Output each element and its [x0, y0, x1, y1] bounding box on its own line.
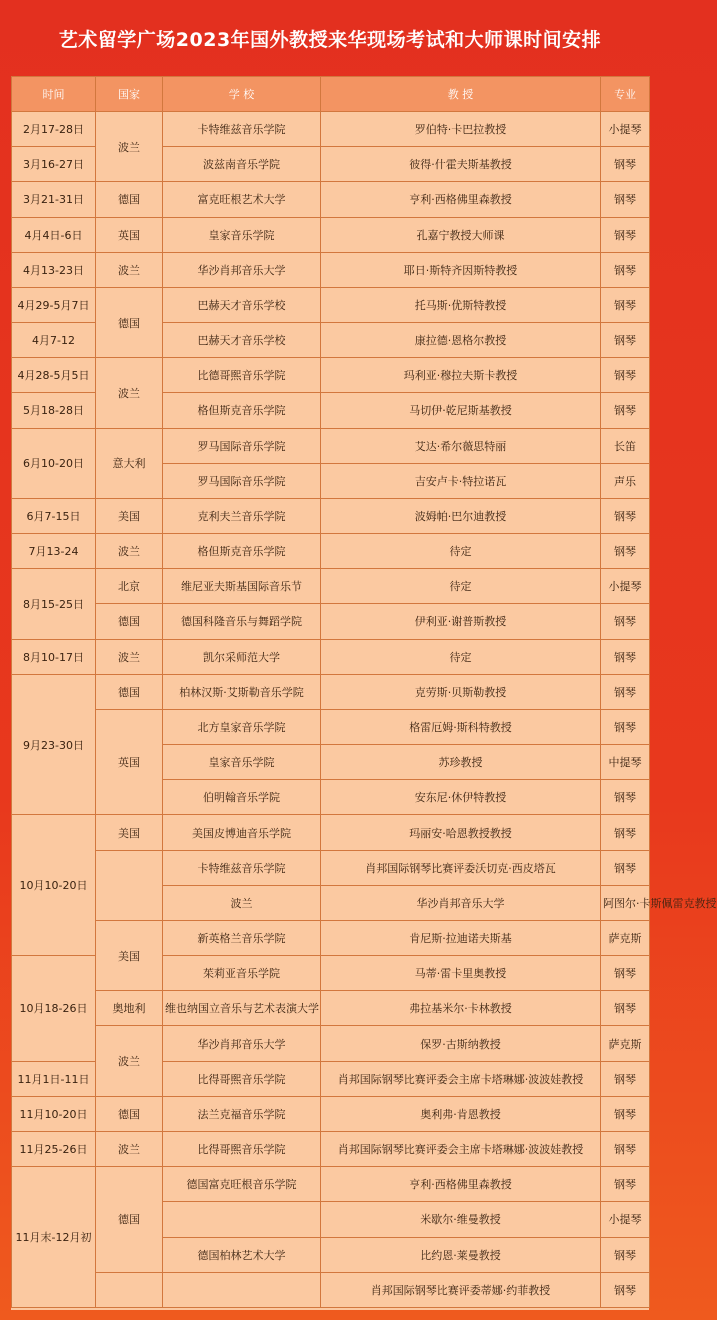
table-cell: 美国 [96, 815, 163, 850]
table-cell: 苏珍教授 [321, 745, 601, 780]
table-cell: 钢琴 [601, 709, 650, 744]
table-row [12, 674, 650, 709]
table-cell: 德国富克旺根音乐学院 [163, 1167, 321, 1202]
table-cell: 彼得·什霍夫斯基教授 [321, 147, 601, 182]
table-row [12, 569, 650, 604]
table-cell: 美国皮博迪音乐学院 [163, 815, 321, 850]
table-cell: 4月7-12 [12, 323, 96, 358]
header-school: 学 校 [163, 77, 321, 112]
table-cell: 维也纳国立音乐与艺术表演大学 [163, 991, 321, 1026]
table-cell: 波兰 [96, 112, 163, 182]
table-cell: 伯明翰音乐学院 [163, 780, 321, 815]
table-cell: 皇家音乐学院 [163, 217, 321, 252]
table-cell: 7月13-24 [12, 534, 96, 569]
table-cell: 美国 [96, 498, 163, 533]
schedule-sheet [11, 76, 717, 1310]
table-cell: 11月10-20日 [12, 1096, 96, 1131]
table-cell: 马蒂·雷卡里奥教授 [321, 956, 601, 991]
table-row [12, 112, 650, 147]
table-cell: 小提琴 [601, 1202, 650, 1237]
table-header-row [12, 77, 650, 112]
table-cell: 4月29-5月7日 [12, 287, 96, 322]
table-cell: 奥利弗·肯恩教授 [321, 1096, 601, 1131]
table-row [12, 604, 650, 639]
table-cell: 钢琴 [601, 815, 650, 850]
table-cell: 北方皇家音乐学院 [163, 709, 321, 744]
table-cell: 英国 [96, 709, 163, 815]
table-cell: 康拉德·恩格尔教授 [321, 323, 601, 358]
table-cell: 吉安卢卡·特拉诺瓦 [321, 463, 601, 498]
table-cell: 新英格兰音乐学院 [163, 920, 321, 955]
table-row [12, 358, 650, 393]
table-cell: 11月末-12月初 [12, 1167, 96, 1308]
table-cell: 格雷厄姆·斯科特教授 [321, 709, 601, 744]
table-cell: 钢琴 [601, 1272, 650, 1307]
table-cell: 德国柏林艺术大学 [163, 1237, 321, 1272]
table-cell: 耶日·斯特齐因斯特教授 [321, 252, 601, 287]
table-cell: 钢琴 [601, 1237, 650, 1272]
table-cell [163, 1272, 321, 1307]
table-cell: 8月15-25日 [12, 569, 96, 639]
table-cell: 克劳斯·贝斯勒教授 [321, 674, 601, 709]
table-row [12, 639, 650, 674]
table-cell: 声乐 [601, 463, 650, 498]
table-cell: 待定 [321, 534, 601, 569]
table-cell: 钢琴 [601, 287, 650, 322]
table-cell: 萨克斯 [601, 1026, 650, 1061]
table-cell: 马切伊·乾尼斯基教授 [321, 393, 601, 428]
table-cell: 安东尼·休伊特教授 [321, 780, 601, 815]
table-cell: 维尼亚夫斯基国际音乐节 [163, 569, 321, 604]
table-cell: 4月28-5月5日 [12, 358, 96, 393]
table-cell: 肖邦国际钢琴比赛评委沃切克·西皮塔瓦 [321, 850, 601, 885]
table-cell: 9月23-30日 [12, 674, 96, 815]
table-cell: 钢琴 [601, 217, 650, 252]
table-cell [96, 850, 163, 920]
table-cell: 4月13-23日 [12, 252, 96, 287]
table-row [12, 920, 650, 955]
table-cell: 钢琴 [601, 534, 650, 569]
table-row [12, 815, 650, 850]
table-row [12, 534, 650, 569]
table-cell: 意大利 [96, 428, 163, 498]
table-cell: 比得哥煕音乐学院 [163, 1061, 321, 1096]
table-cell: 亨利·西格佛里森教授 [321, 182, 601, 217]
table-cell: 波兰 [96, 639, 163, 674]
table-cell: 钢琴 [601, 674, 650, 709]
table-cell: 波兰 [96, 358, 163, 428]
table-row [12, 1167, 650, 1202]
table-cell: 美国 [96, 920, 163, 990]
table-cell: 伊利亚·谢普斯教授 [321, 604, 601, 639]
table-cell: 待定 [321, 569, 601, 604]
table-cell: 待定 [321, 639, 601, 674]
table-row [12, 428, 650, 463]
table-cell: 波兰 [96, 1131, 163, 1166]
table-cell: 德国 [96, 604, 163, 639]
table-cell: 11月1日-11日 [12, 1061, 96, 1096]
table-cell: 钢琴 [601, 1131, 650, 1166]
table-cell: 亨利·西格佛里森教授 [321, 1167, 601, 1202]
table-cell: 罗伯特·卡巴拉教授 [321, 112, 601, 147]
table-cell: 肖邦国际钢琴比赛评委会主席卡塔琳娜·波波娃教授 [321, 1131, 601, 1166]
table-cell: 5月18-28日 [12, 393, 96, 428]
table-cell: 波姆帕·巴尔迪教授 [321, 498, 601, 533]
table-cell: 钢琴 [601, 1096, 650, 1131]
table-cell: 卡特维兹音乐学院 [163, 112, 321, 147]
schedule-table [11, 76, 717, 1308]
table-cell: 波兹南音乐学院 [163, 147, 321, 182]
table-cell: 格但斯克音乐学院 [163, 393, 321, 428]
table-cell: 10月10-20日 [12, 815, 96, 956]
table-cell: 波兰 [96, 252, 163, 287]
table-cell: 波兰 [96, 534, 163, 569]
table-cell: 中提琴 [601, 745, 650, 780]
table-cell: 德国 [96, 287, 163, 357]
header-country: 国家 [96, 77, 163, 112]
table-cell [96, 1272, 163, 1307]
table-row [12, 498, 650, 533]
table-cell: 小提琴 [601, 569, 650, 604]
table-cell: 托马斯·优斯特教授 [321, 287, 601, 322]
table-cell: 皇家音乐学院 [163, 745, 321, 780]
table-row [12, 217, 650, 252]
table-cell: 肯尼斯·拉迪诺夫斯基 [321, 920, 601, 955]
table-cell: 柏林汉斯·艾斯勒音乐学院 [163, 674, 321, 709]
table-cell: 德国 [96, 674, 163, 709]
table-cell: 奥地利 [96, 991, 163, 1026]
table-cell: 茱莉亚音乐学院 [163, 956, 321, 991]
table-cell: 德国 [96, 182, 163, 217]
table-cell: 比约恩·莱曼教授 [321, 1237, 601, 1272]
table-row [12, 1096, 650, 1131]
table-cell: 钢琴 [601, 956, 650, 991]
table-cell: 德国 [96, 1096, 163, 1131]
table-row [12, 182, 650, 217]
table-cell: 米歇尔·维曼教授 [321, 1202, 601, 1237]
page-title: 艺术留学广场2023年国外教授来华现场考试和大师课时间安排 [58, 28, 602, 51]
table-cell: 钢琴 [601, 780, 650, 815]
table-cell: 10月18-26日 [12, 956, 96, 1062]
table-cell: 华沙肖邦音乐大学 [163, 1026, 321, 1061]
table-cell: 小提琴 [601, 112, 650, 147]
table-cell: 玛利亚·穆拉夫斯卡教授 [321, 358, 601, 393]
table-row [12, 287, 650, 322]
table-row [12, 991, 650, 1026]
table-cell [163, 1202, 321, 1237]
table-cell: 巴赫天才音乐学校 [163, 323, 321, 358]
table-cell: 卡特维兹音乐学院 [163, 850, 321, 885]
table-cell: 萨克斯 [601, 920, 650, 955]
table-cell: 孔嘉宁教授大师课 [321, 217, 601, 252]
table-cell: 富克旺根艺术大学 [163, 182, 321, 217]
table-cell: 阿图尔·卡斯佩雷克教授 [601, 885, 650, 920]
table-cell: 保罗·古斯纳教授 [321, 1026, 601, 1061]
table-cell: 罗马国际音乐学院 [163, 463, 321, 498]
table-cell: 3月21-31日 [12, 182, 96, 217]
table-cell: 6月10-20日 [12, 428, 96, 498]
table-cell: 钢琴 [601, 147, 650, 182]
table-cell: 11月25-26日 [12, 1131, 96, 1166]
table-cell: 克利夫兰音乐学院 [163, 498, 321, 533]
table-row [12, 850, 650, 885]
table-cell: 肖邦国际钢琴比赛评委蒂娜·约菲教授 [321, 1272, 601, 1307]
table-cell: 6月7-15日 [12, 498, 96, 533]
table-cell: 8月10-17日 [12, 639, 96, 674]
table-row [12, 709, 650, 744]
table-cell: 波兰 [163, 885, 321, 920]
table-cell: 德国科隆音乐与舞蹈学院 [163, 604, 321, 639]
table-cell: 波兰 [96, 1026, 163, 1096]
table-cell: 英国 [96, 217, 163, 252]
table-cell: 钢琴 [601, 850, 650, 885]
table-cell: 钢琴 [601, 639, 650, 674]
table-cell: 钢琴 [601, 182, 650, 217]
table-cell: 北京 [96, 569, 163, 604]
table-cell: 钢琴 [601, 498, 650, 533]
table-cell: 肖邦国际钢琴比赛评委会主席卡塔琳娜·波波娃教授 [321, 1061, 601, 1096]
table-cell: 巴赫天才音乐学校 [163, 287, 321, 322]
table-cell: 罗马国际音乐学院 [163, 428, 321, 463]
table-cell: 比得哥煕音乐学院 [163, 1131, 321, 1166]
table-cell: 华沙肖邦音乐大学 [163, 252, 321, 287]
header-professor: 教 授 [321, 77, 601, 112]
table-cell: 钢琴 [601, 252, 650, 287]
table-cell: 钢琴 [601, 358, 650, 393]
table-cell: 钢琴 [601, 393, 650, 428]
table-cell: 钢琴 [601, 1167, 650, 1202]
table-cell: 4月4日-6日 [12, 217, 96, 252]
table-cell: 凯尔采师范大学 [163, 639, 321, 674]
header-time: 时间 [12, 77, 96, 112]
table-cell: 2月17-28日 [12, 112, 96, 147]
table-cell: 3月16-27日 [12, 147, 96, 182]
table-cell: 弗拉基米尔·卡林教授 [321, 991, 601, 1026]
table-cell: 格但斯克音乐学院 [163, 534, 321, 569]
table-row [12, 1026, 650, 1061]
table-cell: 比德哥煕音乐学院 [163, 358, 321, 393]
table-cell: 法兰克福音乐学院 [163, 1096, 321, 1131]
table-cell: 玛丽安·哈恩教授教授 [321, 815, 601, 850]
table-cell: 德国 [96, 1167, 163, 1273]
table-row [12, 1272, 650, 1307]
table-body [12, 112, 717, 1308]
table-cell: 钢琴 [601, 323, 650, 358]
table-cell: 钢琴 [601, 604, 650, 639]
table-row [12, 252, 650, 287]
table-cell: 艾达·希尔薇思特丽 [321, 428, 601, 463]
table-cell: 钢琴 [601, 991, 650, 1026]
table-cell: 华沙肖邦音乐大学 [321, 885, 601, 920]
header-major: 专业 [601, 77, 650, 112]
table-row [12, 1131, 650, 1166]
table-cell: 钢琴 [601, 1061, 650, 1096]
table-cell: 长笛 [601, 428, 650, 463]
